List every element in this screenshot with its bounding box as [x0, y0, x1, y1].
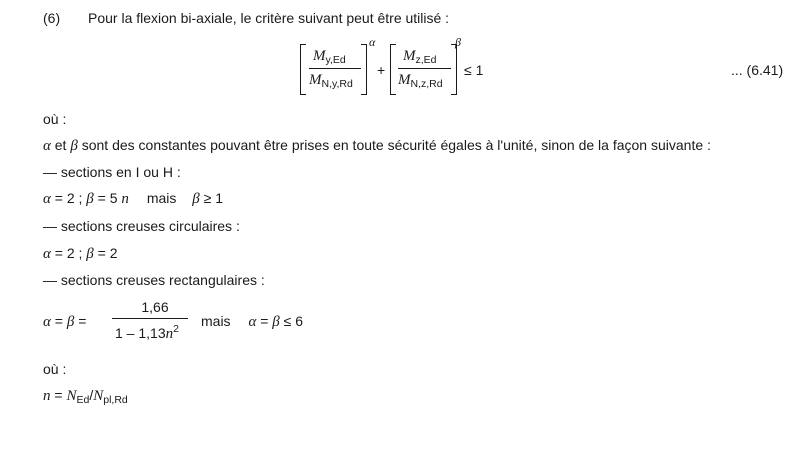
term2-numerator: $M_{z,Ed}$ [403, 48, 437, 66]
n-definition: $n = N_{Ed}/N_{pl,Rd}$ [43, 387, 128, 406]
case-i-h-values: α = 2 ; β = 5 n mais β ≥ 1 [43, 190, 223, 207]
fraction-line [112, 318, 188, 319]
term2-fraction-line [398, 68, 451, 69]
fraction-denominator: $1 - 1,13n^2$ [115, 323, 179, 342]
term1-denominator: $M_{N,y,Rd}$ [309, 72, 353, 90]
term2-denominator: $M_{N,z,Rd}$ [398, 72, 443, 90]
exponent-beta: β [455, 35, 461, 49]
ou-label-1: où : [43, 111, 67, 127]
ou-label-2: où : [43, 361, 67, 377]
case-rectangular-title: — sections creuses rectangulaires : [43, 272, 265, 288]
right-bracket-2 [451, 44, 457, 95]
fraction-numerator: 1,66 [141, 299, 169, 315]
case-circular-title: — sections creuses circulaires : [43, 218, 240, 234]
plus-sign: + [377, 62, 386, 78]
left-bracket-1 [300, 44, 306, 95]
case-rectangular-condition: mais α = β ≤ 6 [201, 313, 304, 330]
term1-fraction-line [309, 68, 361, 69]
leq-one: ≤ 1 [464, 62, 484, 78]
constants-description: α et β sont des constantes pouvant être prises en toute sécurité égales à l'unité, sinon de la façon suivante : [43, 137, 711, 154]
clause-number: (6) [43, 10, 61, 26]
clause-text: Pour la flexion bi-axiale, le critère suivant peut être utilisé : [88, 10, 450, 26]
right-bracket-1 [361, 44, 367, 95]
case-rectangular-lhs: α = β = [43, 313, 87, 330]
equation-reference: ... (6.41) [731, 62, 784, 78]
case-i-h-title: — sections en I ou H : [43, 164, 181, 180]
case-circular-values: α = 2 ; β = 2 [43, 245, 118, 262]
left-bracket-2 [390, 44, 396, 95]
term1-numerator: $M_{y,Ed}$ [313, 48, 346, 66]
exponent-alpha: α [369, 35, 376, 49]
